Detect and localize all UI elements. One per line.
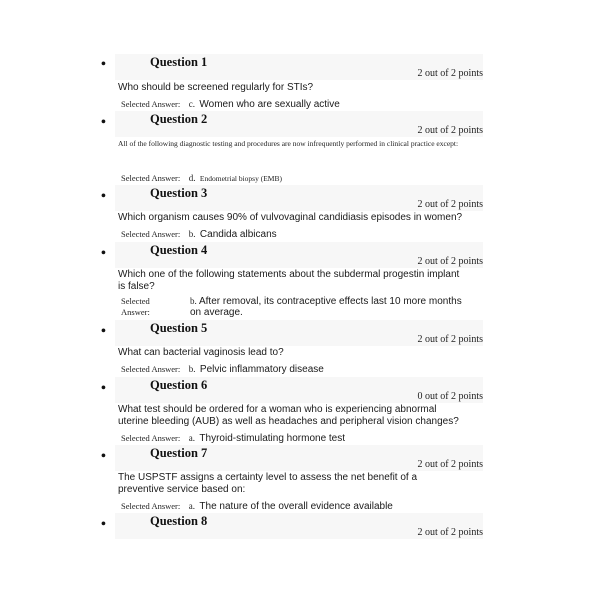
question-points: 2 out of 2 points [417,459,483,470]
selected-answer-label: Selected Answer: [121,99,181,109]
question-text: What test should be ordered for a woman who is experiencing abnormal uterine bleeding (AUB) as well as headaches and peripheral vision changes? [118,404,459,427]
selected-answer-value: Endometrial biopsy (EMB) [199,174,282,183]
question-points: 2 out of 2 points [417,334,483,345]
selected-answer-value: Women who are sexually active [199,99,340,110]
question-title: Question 3 [150,186,208,200]
selected-answer-label: Selected Answer: [121,501,181,511]
question-title: Question 1 [150,55,208,69]
answer-letter: b. [190,296,197,306]
selected-answer-value [190,296,470,318]
answer-letter: b. [188,364,196,374]
answer-letter: d. [188,173,196,183]
selected-answer-row [121,97,340,111]
bullet-icon: • [101,189,106,204]
bullet-icon: • [101,246,106,261]
selected-answer-row [121,227,277,241]
question-points: 2 out of 2 points [417,125,483,136]
question-title: Question 6 [150,378,208,392]
question-title: Question 5 [150,321,208,335]
question-points: 2 out of 2 points [417,256,483,267]
selected-answer-row [121,362,324,376]
selected-answer-label: Selected Answer: [121,364,181,374]
selected-answer-row [121,171,282,185]
question-text: The USPSTF assigns a certainty level to assess the net benefit of a preventive service based on: [118,472,418,495]
selected-answer-label: Selected Answer: [121,296,150,317]
answer-text: After removal, its contraceptive effects last 10 more months on average. [190,296,462,318]
question-title: Question 7 [150,446,208,460]
bullet-icon: • [101,57,106,72]
question-text: Which one of the following statements about the subdermal progestin implant is false? [118,269,460,292]
answer-letter: c. [188,99,195,109]
answer-letter: b. [188,229,196,239]
selected-answer-label: Selected Answer: [121,173,181,183]
bullet-icon: • [101,449,106,464]
selected-answer-value: Thyroid-stimulating hormone test [199,433,346,444]
answer-letter: a. [188,501,195,511]
question-text: What can bacterial vaginosis lead to? [118,347,284,358]
selected-answer-value: Pelvic inflammatory disease [199,364,324,375]
selected-answer-label: Selected Answer: [121,229,181,239]
bullet-icon: • [101,517,106,532]
selected-answer-label: Selected Answer: [121,433,181,443]
answer-letter: a. [188,433,195,443]
selected-answer-value: The nature of the overall evidence available [199,501,393,512]
question-points: 0 out of 2 points [417,391,483,402]
selected-answer-value: Candida albicans [199,229,277,240]
selected-answer-row [121,431,345,445]
question-text: Which organism causes 90% of vulvovaginal candidiasis episodes in women? [118,212,463,223]
selected-answer-row [121,499,393,513]
question-title: Question 4 [150,243,208,257]
question-points: 2 out of 2 points [417,199,483,210]
question-title: Question 2 [150,112,208,126]
bullet-icon: • [101,324,106,339]
question-text: Who should be screened regularly for STIs? [118,82,314,93]
bullet-icon: • [101,115,106,130]
question-points: 2 out of 2 points [417,527,483,538]
question-text: All of the following diagnostic testing and procedures are now infrequently performed in clinical practice except: [118,139,459,148]
question-points: 2 out of 2 points [417,68,483,79]
question-title: Question 8 [150,514,208,528]
bullet-icon: • [101,381,106,396]
